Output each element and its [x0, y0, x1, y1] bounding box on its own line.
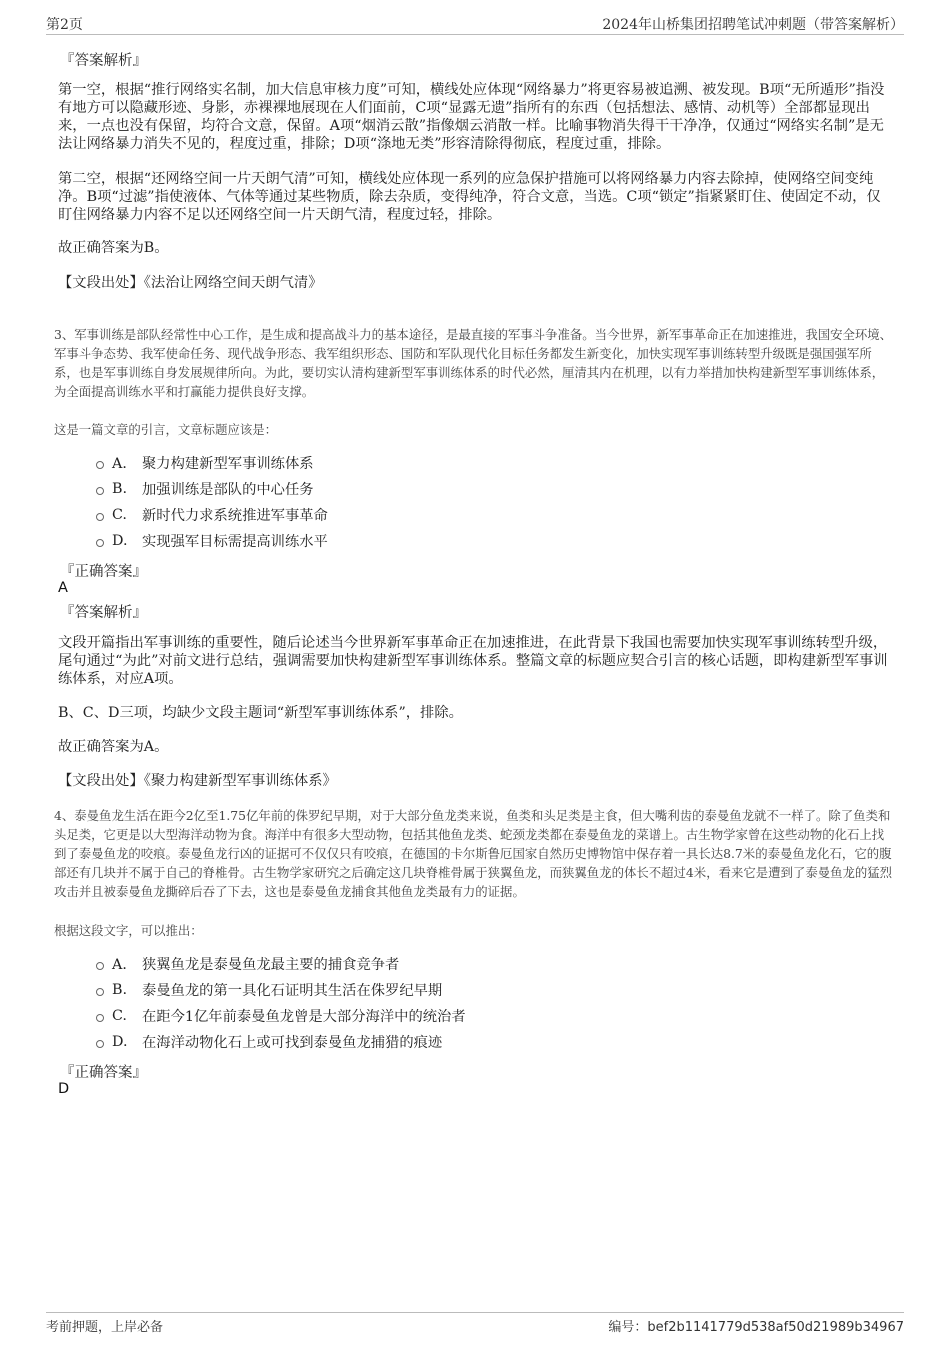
option-letter: B.	[112, 982, 128, 998]
option-letter: B.	[112, 481, 128, 497]
radio-button-icon[interactable]	[96, 539, 104, 547]
analysis-paragraph: 第一空，根据“推行网络实名制，加大信息审核力度”可知，横线处应体现“网络暴力”将更容易被追溯、被发现。B项“无所遁形”指没有地方可以隐藏形迹、身影，赤裸裸地展现在人们面前，C项“显露无遗”指所有的东西（包括想法、感情、动机等）全部都显现出来，一点也没有保留，均符合文意，保留。A项“烟消云散”指像烟云消散一样。比喻事物消失得干干净净，仅通过“网络实名制”是无法让网络暴力消失不见的，程度过重，排除；D项“涤地无类”形容清除得彻底，程度过重，排除。	[58, 82, 885, 152]
question-prompt: 根据这段文字，可以推出：	[54, 923, 203, 938]
option-d[interactable]	[96, 1033, 442, 1051]
option-c[interactable]	[96, 1007, 466, 1025]
analysis-label: 『答案解析』	[60, 605, 147, 621]
footer-slogan: 考前押题，上岸必备	[46, 1320, 164, 1335]
page-footer	[46, 1312, 904, 1335]
option-text: 泰曼鱼龙的第一具化石证明其生活在侏罗纪早期	[142, 983, 443, 999]
option-text: 实现强军目标需提高训练水平	[142, 534, 328, 550]
option-text: 新时代力求系统推进军事革命	[142, 508, 328, 524]
option-text: 在距今1亿年前泰曼鱼龙曾是大部分海洋中的统治者	[142, 1009, 466, 1025]
document-id-label: 编号：	[608, 1320, 648, 1335]
source-citation: 【文段出处】《法治让网络空间天朗气清》	[58, 275, 323, 291]
correct-answer-label: 『正确答案』	[60, 1065, 147, 1081]
option-c[interactable]	[96, 506, 328, 524]
radio-button-icon[interactable]	[96, 962, 104, 970]
option-b[interactable]	[96, 981, 442, 999]
option-text: 狭翼鱼龙是泰曼鱼龙最主要的捕食竞争者	[142, 957, 400, 973]
question-text: 4、泰曼鱼龙生活在距今2亿至1.75亿年前的侏罗纪早期，对于大部分鱼龙类来说，鱼类和头足类是主食，但大嘴利齿的泰曼鱼龙就不一样了。除了鱼类和头足类，它更是以大型海洋动物为食。海洋中有很多大型动物，包括其他鱼龙类、蛇颈龙类都在泰曼鱼龙的菜谱上。古生物学家曾在这些动物的化石上找到了泰曼鱼龙的咬痕。泰曼鱼龙行凶的证据可不仅仅只有咬痕，在德国的卡尔斯鲁厄国家自然历史博物馆中保存着一具长达8.7米的泰曼鱼龙化石，它的腹部还有几块并不属于自己的脊椎骨。古生物学家研究之后确定这几块脊椎骨属于狭翼鱼龙，而狭翼鱼龙的体长不超过4米，看来它是遭到了泰曼鱼龙的猛烈攻击并且被泰曼鱼龙撕碎后吞了下去，这也是泰曼鱼龙捕食其他鱼龙类最有力的证据。	[54, 808, 893, 899]
option-a[interactable]	[96, 454, 314, 472]
option-letter: C.	[112, 1008, 127, 1024]
option-letter: C.	[112, 507, 127, 523]
radio-button-icon[interactable]	[96, 1040, 104, 1048]
option-text: 在海洋动物化石上或可找到泰曼鱼龙捕猎的痕迹	[142, 1035, 443, 1051]
analysis-paragraph: 第二空，根据“还网络空间一片天朗气清”可知，横线处应体现一系列的应急保护措施可以将网络暴力内容去除掉，使网络空间变纯净。B项“过滤”指使液体、气体等通过某些物质，除去杂质，变得纯净，符合文意，当选。C项“锁定”指紧紧盯住、使固定不动，仅盯住网络暴力内容不足以还网络空间一片天朗气清，程度过轻，排除。	[58, 171, 881, 223]
option-a[interactable]	[96, 955, 399, 973]
analysis-paragraph: B、C、D三项，均缺少文段主题词“新型军事训练体系”，排除。	[58, 705, 463, 721]
correct-answer: A	[58, 580, 68, 596]
option-b[interactable]	[96, 480, 314, 498]
radio-button-icon[interactable]	[96, 513, 104, 521]
option-letter: D.	[112, 1034, 128, 1050]
question-text: 3、军事训练是部队经常性中心工作，是生成和提高战斗力的基本途径，是最直接的军事斗争准备。当今世界，新军事革命正在加速推进，我国安全环境、军事斗争态势、我军使命任务、现代战争形态、我军组织形态、国防和军队现代化目标任务都发生新变化，加快实现军事训练转型升级既是强国强军所系，也是军事训练自身发展规律所向。为此，要切实认清构建新型军事训练体系的时代必然，厘清其内在机理，以有力举措加快构建新型军事训练体系，为全面提高训练水平和打赢能力提供良好支撑。	[54, 327, 893, 399]
option-letter: A．	[112, 456, 137, 472]
analysis-paragraph: 文段开篇指出军事训练的重要性，随后论述当今世界新军事革命正在加速推进，在此背景下我国也需要加快实现军事训练转型升级，尾句通过“为此”对前文进行总结，强调需要加快构建新型军事训练体系。整篇文章的标题应契合引言的核心话题，即构建新型军事训练体系，对应A项。	[58, 635, 888, 687]
conclusion: 故正确答案为B。	[58, 240, 169, 256]
page-number: 第2页	[46, 17, 83, 33]
radio-button-icon[interactable]	[96, 487, 104, 495]
option-d[interactable]	[96, 532, 328, 550]
radio-button-icon[interactable]	[96, 461, 104, 469]
correct-answer: D	[58, 1081, 70, 1097]
option-letter: D.	[112, 533, 128, 549]
document-title: 2024年山桥集团招聘笔试冲刺题（带答案解析）	[602, 17, 904, 33]
document-id-value: bef2b1141779d538af50d21989b34967	[647, 1320, 904, 1335]
document-id	[608, 1316, 904, 1335]
source-citation: 【文段出处】《聚力构建新型军事训练体系》	[58, 773, 337, 789]
radio-button-icon[interactable]	[96, 1014, 104, 1022]
option-text: 加强训练是部队的中心任务	[142, 482, 314, 498]
radio-button-icon[interactable]	[96, 988, 104, 996]
option-text: 聚力构建新型军事训练体系	[142, 456, 314, 472]
page-header	[46, 14, 904, 35]
analysis-label: 『答案解析』	[60, 53, 147, 69]
correct-answer-label: 『正确答案』	[60, 564, 147, 580]
conclusion: 故正确答案为A。	[58, 739, 169, 755]
question-prompt: 这是一篇文章的引言，文章标题应该是：	[54, 422, 278, 437]
option-letter: A．	[112, 957, 137, 973]
